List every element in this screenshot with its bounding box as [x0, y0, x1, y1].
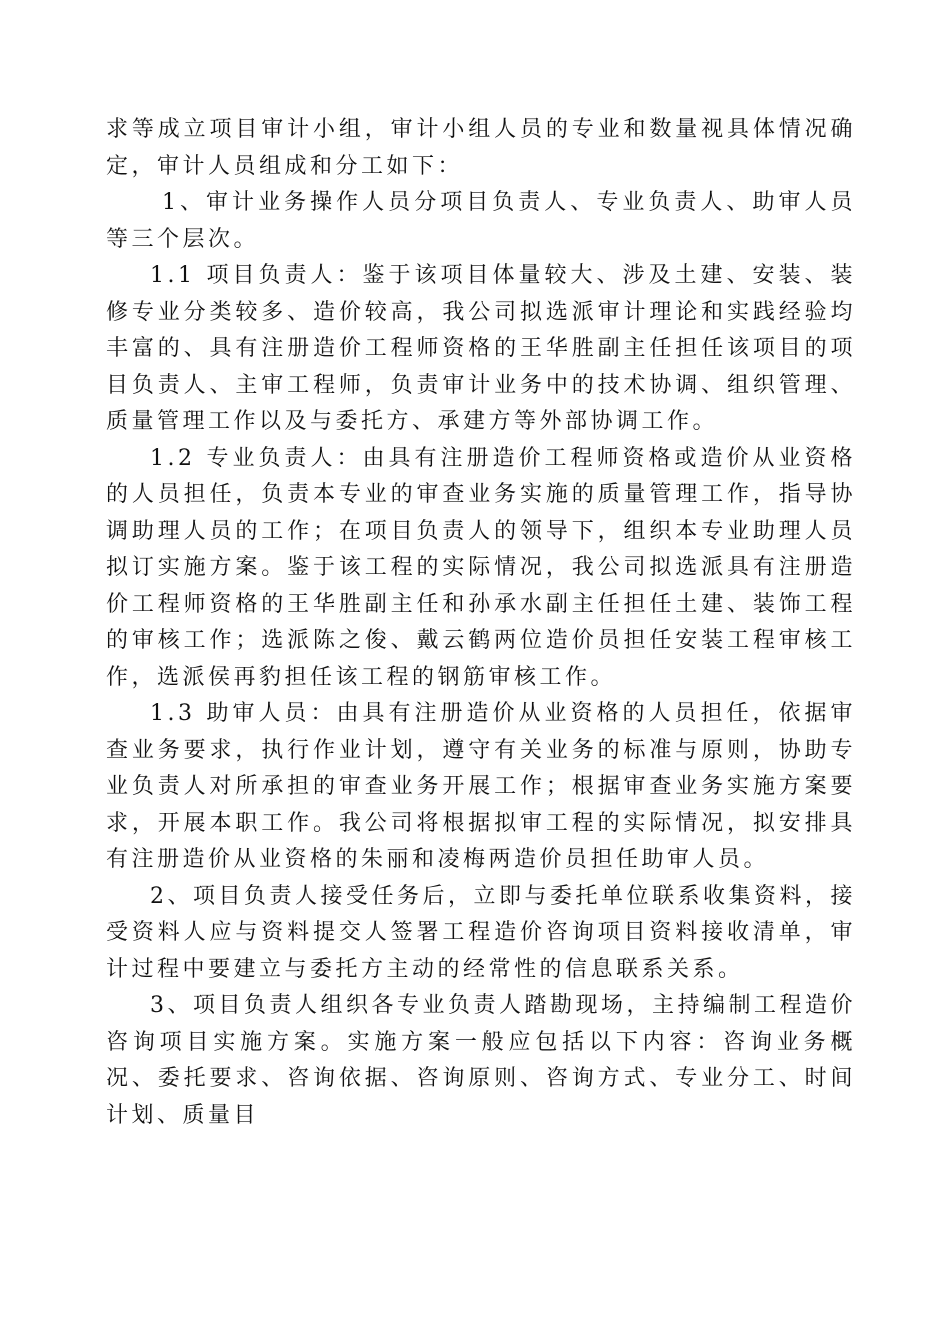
- paragraph-section-3: 3、项目负责人组织各专业负责人踏勘现场，主持编制工程造价咨询项目实施方案。实施方案一般应包括以下内容：咨询业务概况、委托要求、咨询依据、咨询原则、咨询方式、专业分工、时间计划、质量目: [106, 993, 856, 1128]
- paragraph-section-1: 1、审计业务操作人员分项目负责人、专业负责人、助审人员等三个层次。: [106, 190, 856, 252]
- paragraph-section-2: 2、项目负责人接受任务后，立即与委托单位联系收集资料，接受资料人应与资料提交人签署工程造价咨询项目资料接收清单，审计过程中要建立与委托方主动的经常性的信息联系关系。: [106, 883, 856, 982]
- paragraph-section-1-1: 1.1 项目负责人：鉴于该项目体量较大、涉及土建、安装、装修专业分类较多、造价较高，我公司拟选派审计理论和实践经验均丰富的、具有注册造价工程师资格的王华胜副主任担任该项目的项目负责人、主审工程师，负责审计业务中的技术协调、组织管理、质量管理工作以及与委托方、承建方等外部协调工作。: [106, 263, 856, 434]
- paragraph-continuation: 求等成立项目审计小组，审计小组人员的专业和数量视具体情况确定，审计人员组成和分工如下：: [106, 117, 856, 179]
- paragraph-section-1-2: 1.2 专业负责人：由具有注册造价工程师资格或造价从业资格的人员担任，负责本专业的审查业务实施的质量管理工作，指导协调助理人员的工作；在项目负责人的领导下，组织本专业助理人员拟订实施方案。鉴于该工程的实际情况，我公司拟选派具有注册造价工程师资格的王华胜副主任和孙承水副主任担任土建、装饰工程的审核工作；选派陈之俊、戴云鹤两位造价员担任安装工程审核工作，选派侯再豹担任该工程的钢筋审核工作。: [106, 445, 856, 690]
- paragraph-section-1-3: 1.3 助审人员：由具有注册造价从业资格的人员担任，依据审查业务要求，执行作业计划，遵守有关业务的标准与原则，协助专业负责人对所承担的审查业务开展工作；根据审查业务实施方案要求，开展本职工作。我公司将根据拟审工程的实际情况，拟安排具有注册造价从业资格的朱丽和凌梅两造价员担任助审人员。: [106, 701, 856, 872]
